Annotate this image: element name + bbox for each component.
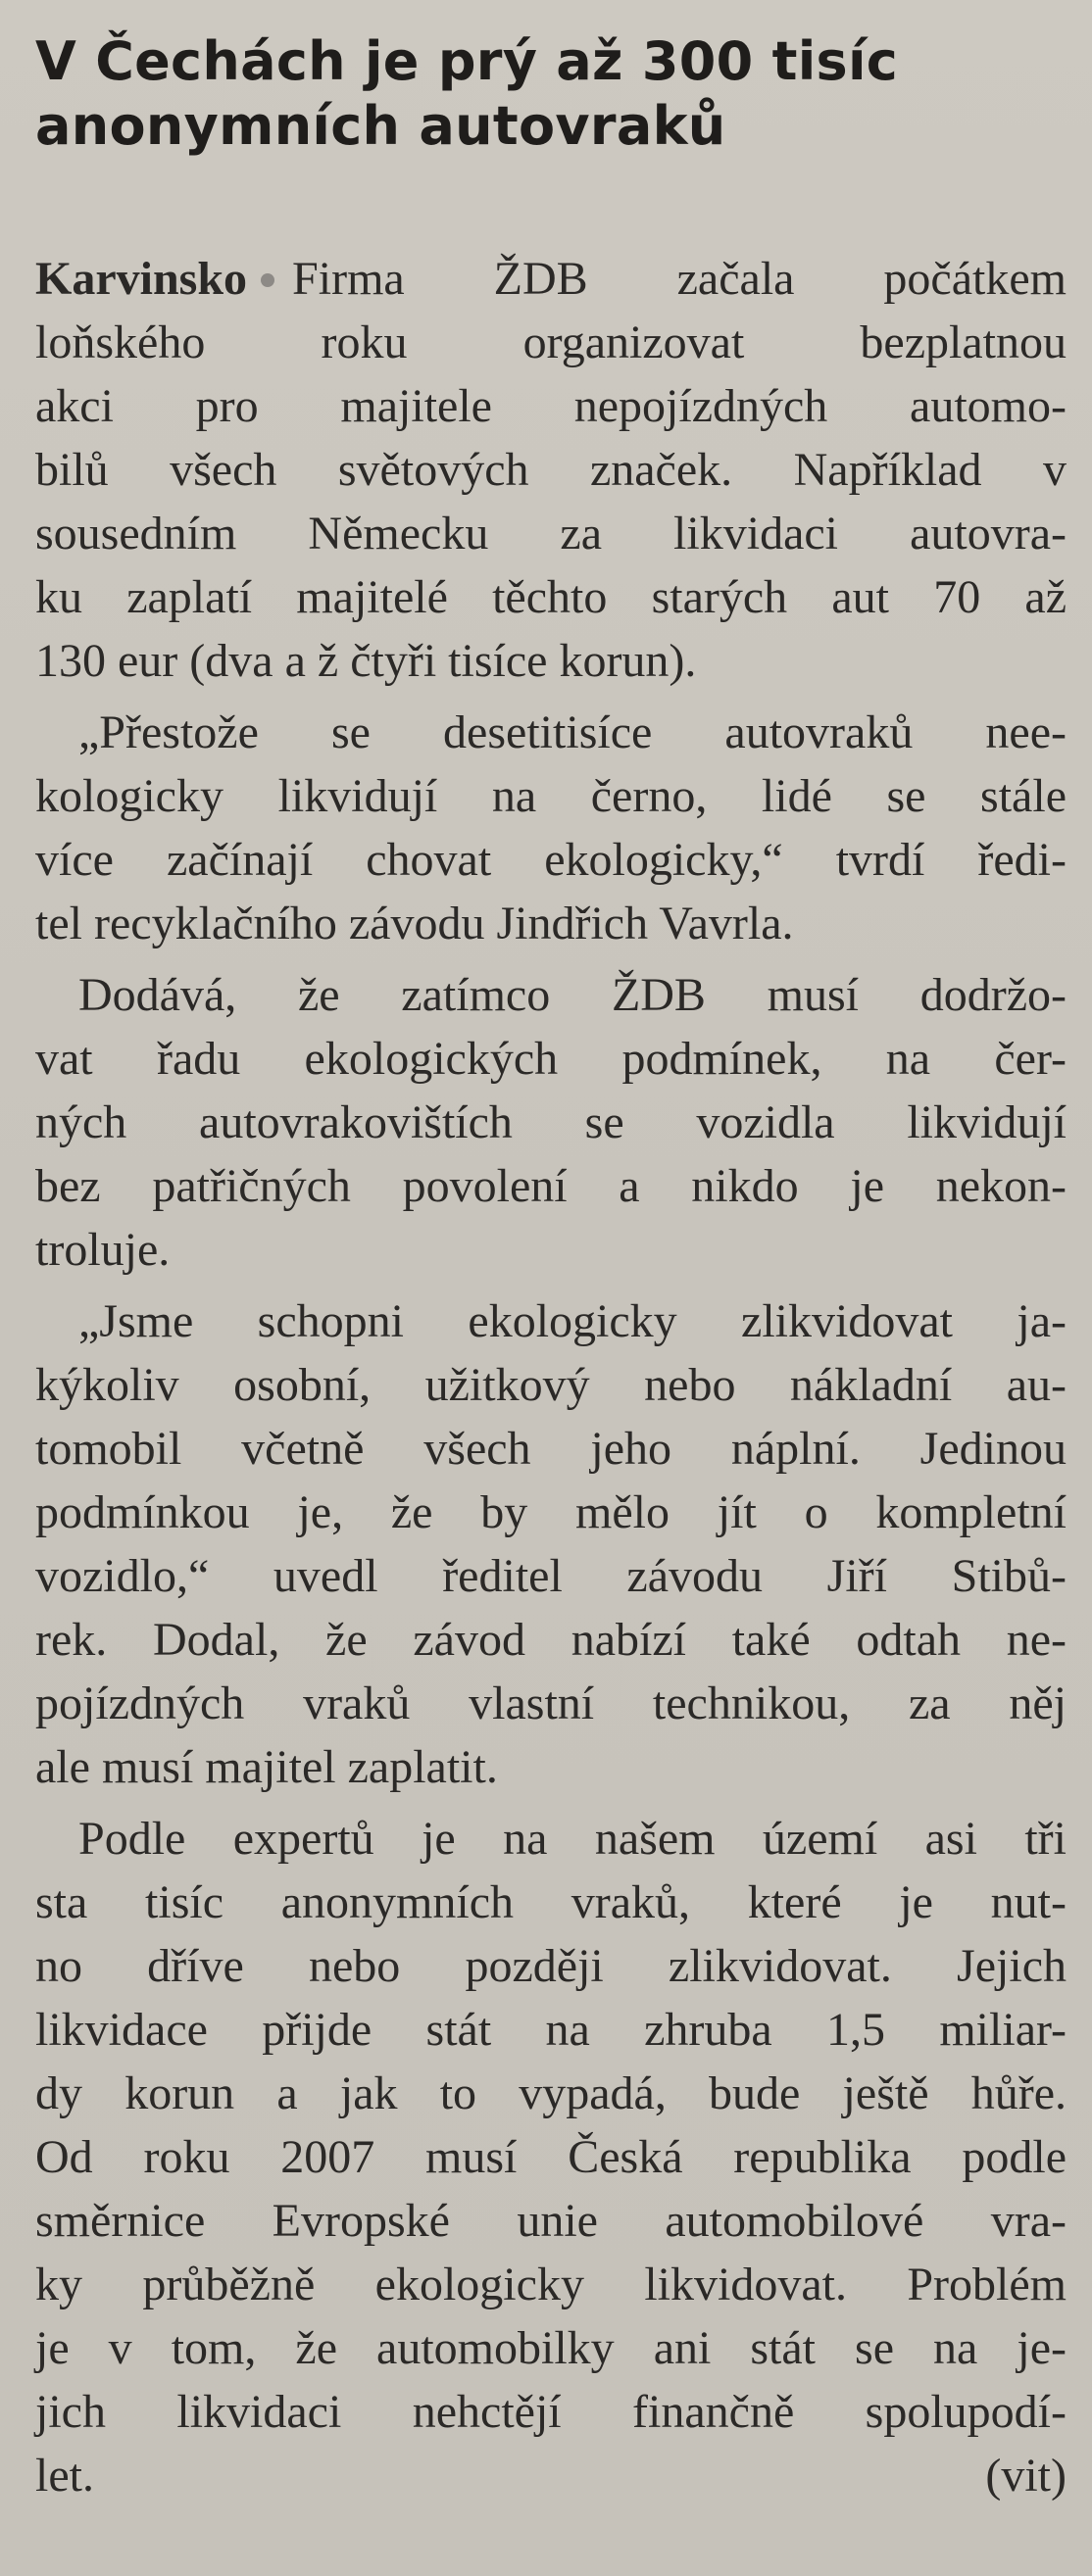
paragraph-line: 130 eur (dva a ž čtyři tisíce korun). xyxy=(35,635,697,687)
paragraph-5 xyxy=(35,1807,1067,2507)
paragraph-line: více začínají chovat ekologicky,“ tvrdí ředi- xyxy=(35,834,1067,886)
headline xyxy=(35,29,1067,159)
paragraph-line: ky průběžně ekologicky likvidovat. Problém xyxy=(35,2259,1067,2310)
paragraph-2 xyxy=(35,701,1067,955)
paragraph-line: směrnice Evropské unie automobilové vra- xyxy=(35,2195,1067,2247)
paragraph-line: likvidace přijde stát na zhruba 1,5 miliar- xyxy=(35,2004,1067,2056)
closing-line xyxy=(35,2444,1067,2507)
paragraph-line: akci pro majitele nepojízdných automo- xyxy=(35,380,1067,432)
paragraph-line: ných autovrakovištích se vozidla likvidují xyxy=(35,1096,1067,1148)
paragraph-line: sousedním Německu za likvidaci autovra- xyxy=(35,508,1067,559)
paragraph-line: let. xyxy=(35,2450,94,2502)
paragraph-line: bez patřičných povolení a nikdo je nekon- xyxy=(35,1160,1067,1212)
paragraph-line: Dodává, že zatímco ŽDB musí dodržo- xyxy=(78,969,1067,1021)
headline-line-2: anonymních autovraků xyxy=(35,95,726,157)
paragraph-line: „Přestože se desetitisíce autovraků nee- xyxy=(78,706,1067,758)
paragraph-1 xyxy=(35,247,1067,693)
paragraph-line: kologicky likvidují na černo, lidé se stále xyxy=(35,770,1067,822)
paragraph-line: rek. Dodal, že závod nabízí také odtah ne- xyxy=(35,1614,1067,1666)
author-signature: (vit) xyxy=(985,2450,1067,2502)
paragraph-line: Podle expertů je na našem území asi tři xyxy=(78,1813,1067,1865)
paragraph-line: ale musí majitel zaplatit. xyxy=(35,1741,498,1793)
headline-line-1: V Čechách je prý až 300 tisíc xyxy=(35,30,899,92)
paragraph-line: vat řadu ekologických podmínek, na čer- xyxy=(35,1033,1067,1085)
paragraph-line: loňského roku organizovat bezplatnou xyxy=(35,316,1067,368)
article-body xyxy=(35,247,1067,2507)
paragraph-line: troluje. xyxy=(35,1224,171,1276)
paragraph-line: bilů všech světových značek. Například v xyxy=(35,444,1067,496)
paragraph-line: vozidlo,“ uvedl ředitel závodu Jiří Stibů- xyxy=(35,1550,1067,1602)
paragraph-line: Karvinsko Firma ŽDB začala počátkem xyxy=(35,253,1067,305)
paragraph-line: ku zaplatí majitelé těchto starých aut 70 až xyxy=(35,571,1067,623)
paragraph-line: je v tom, že automobilky ani stát se na je- xyxy=(35,2322,1067,2374)
bullet-icon xyxy=(261,273,274,287)
paragraph-line: no dříve nebo později zlikvidovat. Jejich xyxy=(35,1940,1067,1992)
paragraph-3 xyxy=(35,963,1067,1282)
paragraph-line: „Jsme schopni ekologicky zlikvidovat ja- xyxy=(78,1295,1067,1347)
paragraph-line: pojízdných vraků vlastní technikou, za něj xyxy=(35,1677,1067,1729)
paragraph-line: Od roku 2007 musí Česká republika podle xyxy=(35,2131,1067,2183)
paragraph-4 xyxy=(35,1289,1067,1799)
paragraph-line: tel recyklačního závodu Jindřich Vavrla. xyxy=(35,898,794,949)
paragraph-line: dy korun a jak to vypadá, bude ještě hůře. xyxy=(35,2067,1067,2119)
paragraph-line: sta tisíc anonymních vraků, které je nut- xyxy=(35,1876,1067,1928)
paragraph-line: kýkoliv osobní, užitkový nebo nákladní au- xyxy=(35,1359,1067,1411)
dateline: Karvinsko xyxy=(35,253,248,305)
paragraph-line: tomobil včetně všech jeho náplní. Jedinou xyxy=(35,1423,1067,1475)
paragraph-line: jich likvidaci nehctějí finančně spolupodí- xyxy=(35,2386,1067,2438)
paragraph-line: podmínkou je, že by mělo jít o kompletní xyxy=(35,1486,1067,1538)
